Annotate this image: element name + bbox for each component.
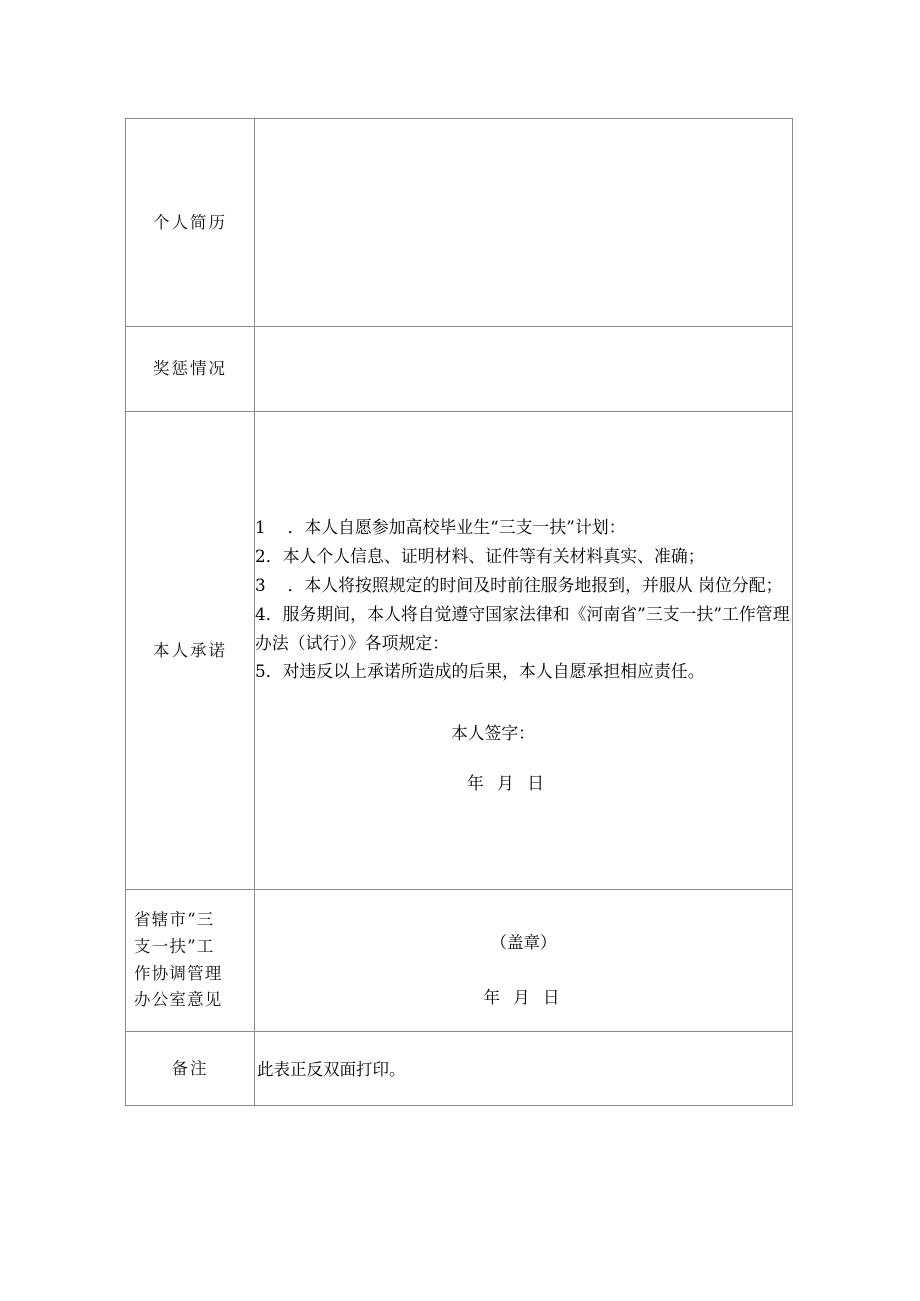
row-content-personal-resume[interactable]: [255, 119, 793, 327]
label-line-3: 作协调管理: [134, 963, 223, 983]
label-line-4: 办公室意见: [134, 990, 223, 1010]
remark-text: 此表正反双面打印。: [257, 1060, 406, 1080]
pledge-items-list: [255, 509, 792, 686]
row-label-awards-penalties: [126, 327, 255, 412]
office-opinion-area: [255, 915, 792, 1006]
table-row-personal-resume: [126, 119, 793, 327]
table-row-personal-pledge: [126, 412, 793, 890]
pledge-item-2: 2．本人个人信息、证明材料、证件等有关材料真实、准确；: [255, 545, 705, 566]
row-content-personal-pledge: [255, 412, 793, 890]
table-row-remark: [126, 1032, 793, 1106]
row-label-remark: [126, 1032, 255, 1106]
label-line-2: 支一扶”工: [134, 936, 215, 956]
pledge-item-3: 3 ．本人将按照规定的时间及时前往服务地报到，并服从 岗位分配；: [255, 574, 783, 595]
applicant-form-table: [125, 118, 793, 1106]
seal-label: （盖章）: [490, 933, 557, 952]
pledge-item-1: 1 ．本人自愿参加高校毕业生“三支一扶”计划：: [255, 516, 626, 537]
label-text: 本人承诺: [153, 640, 227, 660]
row-label-personal-resume: [126, 119, 255, 327]
pledge-item-5: 5．对违反以上承诺所造成的后果，本人自愿承担相应责任。: [255, 661, 705, 682]
row-label-office-opinion: [126, 890, 255, 1032]
row-content-remark: [255, 1032, 793, 1106]
label-text: 备注: [171, 1058, 209, 1078]
row-label-personal-pledge: [126, 412, 255, 890]
label-line-1: 省辖市“三: [134, 910, 215, 930]
office-date-label[interactable]: 年 月 日: [483, 987, 564, 1007]
row-content-awards-penalties[interactable]: [255, 327, 793, 412]
row-content-office-opinion: [255, 890, 793, 1032]
signature-date-label[interactable]: 年 月 日: [467, 773, 549, 794]
table-row-awards-penalties: [126, 327, 793, 412]
pledge-item-4: 4．服务期间，本人将自觉遵守国家法律和《河南省”三支一扶”工作管理办法（试行）》各项规定：: [255, 603, 790, 653]
signature-label[interactable]: 本人签字：: [451, 723, 535, 744]
label-text: 个人简历: [153, 212, 227, 232]
label-text: 奖惩情况: [153, 359, 227, 379]
table-row-office-opinion: [126, 890, 793, 1032]
